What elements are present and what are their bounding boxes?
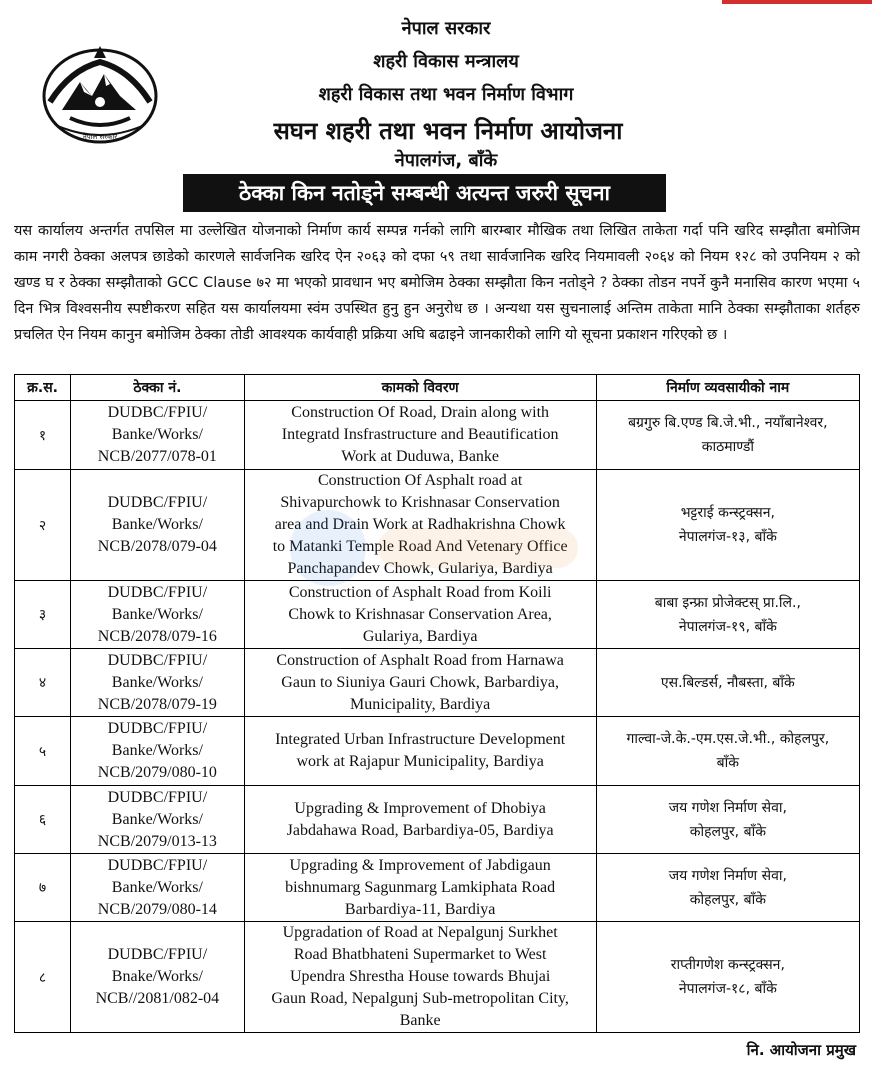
signature-line: नि. आयोजना प्रमुख	[746, 1041, 856, 1059]
row-serial-number: १	[15, 401, 71, 470]
row-serial-number: ६	[15, 786, 71, 854]
table-row	[15, 922, 860, 1033]
row-contract-number-line: NCB/2078/079-19	[97, 695, 217, 713]
row-work-description-line: Construction of Asphalt Road from Harnawa	[276, 651, 564, 669]
row-work-description-line: Shivapurchowk to Krishnasar Conservation	[280, 494, 560, 511]
row-work-description-line: Panchapandev Chowk, Gulariya, Bardiya	[287, 560, 553, 577]
row-serial-number: ३	[15, 581, 71, 649]
row-work-description	[244, 581, 596, 649]
row-contract-number-line: Banke/Works/	[111, 878, 203, 896]
project-location: नेपालगंज, बाँके	[394, 150, 498, 171]
header-description: कामको विवरण	[244, 375, 596, 401]
row-contract-number-line: Banke/Works/	[111, 810, 203, 828]
row-serial-number: ७	[15, 854, 71, 922]
row-contract-number-line: NCB/2078/079-04	[97, 538, 217, 555]
row-work-description	[244, 922, 596, 1033]
row-work-description-line: Road Bhatbhateni Supermarket to West	[293, 946, 547, 963]
table-row	[15, 649, 860, 717]
government-title: नेपाल सरकार	[401, 18, 491, 39]
row-work-description-line: Construction Of Asphalt road at	[317, 472, 523, 489]
row-work-description-line: Chowk to Krishnasar Conservation Area,	[288, 605, 552, 623]
row-contractor-name-line: जय गणेश निर्माण सेवा,	[668, 867, 787, 884]
table-row	[15, 581, 860, 649]
row-work-description-line: bishnumarg Sagunmarg Lamkiphata Road	[285, 878, 556, 896]
row-work-description-line: Integrated Urban Infrastructure Development	[275, 731, 566, 748]
department-title: शहरी विकास तथा भवन निर्माण विभाग	[318, 84, 574, 105]
row-work-description-line: Gaun Road, Nepalgunj Sub-metropolitan City,	[271, 990, 569, 1007]
table-row	[15, 470, 860, 581]
row-work-description-line: Upgrading & Improvement of Jabdigaun	[289, 856, 551, 874]
row-contractor-name	[596, 470, 859, 581]
row-serial-number: ८	[15, 922, 71, 1033]
row-contract-number-line: Banke/Works/	[111, 426, 203, 443]
row-contract-number-line: NCB/2079/080-10	[97, 764, 217, 781]
row-contractor-name	[596, 717, 859, 786]
header-contract-no: ठेक्का नं.	[71, 375, 244, 401]
row-work-description	[244, 854, 596, 922]
row-contract-number-line: Banke/Works/	[111, 516, 203, 533]
row-work-description-line: Municipality, Bardiya	[350, 695, 491, 713]
row-contractor-name-line: कोहलपुर, बाँके	[689, 823, 766, 840]
row-work-description	[244, 786, 596, 854]
row-contract-number-line: DUDBC/FPIU/	[107, 856, 208, 874]
row-contract-number-line: NCB//2081/082-04	[95, 990, 220, 1007]
row-contract-number-line: DUDBC/FPIU/	[107, 494, 208, 511]
row-contractor-name-line: राप्तीगणेश कन्स्ट्रक्सन,	[670, 957, 785, 973]
row-contractor-name-line: गाल्वा-जे.के.-एम.एस.जे.भी., कोहलपुर,	[626, 731, 830, 747]
row-work-description-line: Gulariya, Bardiya	[362, 627, 478, 645]
row-work-description-line: to Matanki Temple Road And Vetenary Office	[272, 538, 568, 555]
row-contract-number-line: DUDBC/FPIU/	[107, 404, 208, 421]
row-contractor-name-line: कोहलपुर, बाँके	[689, 891, 766, 908]
row-work-description-line: Construction Of Road, Drain along with	[291, 404, 550, 421]
header-contractor: निर्माण व्यवसायीको नाम	[596, 375, 859, 401]
row-contract-number-line: Bnake/Works/	[111, 968, 203, 985]
row-serial-number: २	[15, 470, 71, 581]
row-contract-number-line: DUDBC/FPIU/	[107, 946, 208, 963]
row-contractor-name	[596, 786, 859, 854]
row-work-description-line: work at Rajapur Municipality, Bardiya	[296, 753, 544, 770]
row-work-description	[244, 401, 596, 470]
table-header-row	[15, 375, 860, 401]
contracts-table	[14, 374, 860, 1033]
row-contractor-name-line: नेपालगंज-१३, बाँके	[678, 529, 777, 545]
row-contractor-name	[596, 922, 859, 1033]
row-serial-number: ४	[15, 649, 71, 717]
table-row	[15, 401, 860, 470]
row-work-description-line: Gaun to Siuniya Gauri Chowk, Barbardiya,	[281, 673, 560, 691]
row-contractor-name	[596, 854, 859, 922]
row-work-description	[244, 470, 596, 581]
row-contract-number-line: NCB/2077/078-01	[97, 448, 217, 465]
row-contract-number-line: NCB/2079/080-14	[97, 900, 217, 918]
red-corner-strip	[722, 0, 872, 4]
row-contractor-name-line: बाबा इन्फ्रा प्रोजेक्टस् प्रा.लि.,	[654, 594, 801, 611]
row-contract-number	[71, 470, 244, 581]
row-contract-number-line: Banke/Works/	[111, 673, 203, 691]
row-contractor-name-line: भट्टराई कन्स्ट्रक्सन,	[680, 505, 775, 521]
row-contractor-name-line: बाँके	[716, 755, 740, 771]
table-row	[15, 786, 860, 854]
ministry-title: शहरी विकास मन्त्रालय	[373, 51, 519, 72]
row-contract-number	[71, 401, 244, 470]
row-contractor-name	[596, 649, 859, 717]
row-work-description-line: Construction of Asphalt Road from Koili	[288, 583, 552, 601]
row-contractor-name-line: काठमाण्डौं	[701, 439, 754, 455]
row-contract-number	[71, 854, 244, 922]
row-contract-number	[71, 581, 244, 649]
emblem-text: नेपाल सरकार	[82, 133, 118, 141]
row-work-description-line: Upgrading & Improvement of Dhobiya	[294, 799, 546, 817]
row-contract-number	[71, 649, 244, 717]
row-work-description-line: Jabdahawa Road, Barbardiya-05, Bardiya	[286, 821, 554, 839]
row-contract-number-line: Banke/Works/	[111, 605, 203, 623]
row-work-description-line: Work at Duduwa, Banke	[341, 448, 500, 465]
row-contract-number	[71, 922, 244, 1033]
row-contract-number	[71, 717, 244, 786]
notice-body: यस कार्यालय अन्तर्गत तपसिल मा उल्लेखित योजनाको निर्माण कार्य सम्पन्न गर्नको लागि बारम्बार मौखिक तथा लिखित ताकेता गर्दा पनि खरिद सम्झौता बमोजिम काम नगरी ठेक्का अलपत्र छाडेको कारणले सार्वजनिक खरिद ऐन २०६३ को दफा ५९ तथा सार्वजानिक खरिद नियमावली २०६४ को नियम १२८ को उपनियम २ को खण्ड घ र ठेक्का सम्झौताको GCC Clause ७२ मा भएको प्रावधान भए बमोजिम ठेक्का सम्झौता किन नतोड्ने ? ठेक्का तोडन नपर्ने कुनै मनासिव कारण भएमा ५ दिन भित्र विश्वसनीय स्पष्टीकरण सहित यस कार्यालयमा स्वंम उपस्थित हुनु हुन अनुरोध छ । अन्यथा यस सुचनालाई अन्तिम ताकेता मानि ठेक्का सम्झौताका शर्तहरु प्रचलित ऐन नियम कानुन बमोजिम ठेक्का तोडी आवश्यक कार्यवाही प्रक्रिया अघि बढाइने जानकारीको लागि यो सूचना प्रकाशन गरिएको छ ।	[14, 223, 860, 343]
row-work-description-line: Banke	[399, 1012, 441, 1029]
row-contractor-name-line: नेपालगंज-१८, बाँके	[678, 981, 777, 997]
row-work-description-line: area and Drain Work at Radhakrishna Chowk	[274, 516, 566, 533]
row-work-description-line: Upgradation of Road at Nepalgunj Surkhet	[282, 924, 558, 941]
row-contractor-name-line: बग्रगुरु बि.एण्ड बि.जे.भी., नयाँबानेश्वर,	[628, 415, 828, 431]
table-row	[15, 717, 860, 786]
row-contract-number-line: Banke/Works/	[111, 742, 203, 759]
row-work-description	[244, 717, 596, 786]
row-work-description-line: Integratd Insfrastructure and Beautification	[281, 426, 559, 443]
notice-banner: ठेक्का किन नतोड्ने सम्बन्धी अत्यन्त जरुरी सूचना	[183, 174, 666, 212]
row-contract-number-line: DUDBC/FPIU/	[107, 651, 208, 669]
row-contractor-name	[596, 401, 859, 470]
project-title: सघन शहरी तथा भवन निर्माण आयोजना	[273, 117, 623, 145]
row-contractor-name-line: एस.बिल्डर्स, नौबस्ता, बाँके	[660, 674, 795, 691]
row-work-description	[244, 649, 596, 717]
row-contract-number	[71, 786, 244, 854]
row-serial-number: ५	[15, 717, 71, 786]
row-contractor-name-line: जय गणेश निर्माण सेवा,	[668, 799, 787, 816]
row-contract-number-line: DUDBC/FPIU/	[107, 583, 208, 601]
row-contract-number-line: DUDBC/FPIU/	[107, 720, 208, 737]
row-work-description-line: Barbardiya-11, Bardiya	[344, 900, 496, 918]
row-work-description-line: Upendra Shrestha House towards Bhujai	[289, 968, 551, 985]
row-contractor-name-line: नेपालगंज-१९, बाँके	[678, 618, 777, 635]
header-sn: क्र.स.	[15, 375, 71, 401]
row-contract-number-line: NCB/2079/013-13	[97, 832, 217, 850]
row-contractor-name	[596, 581, 859, 649]
table-row	[15, 854, 860, 922]
row-contract-number-line: NCB/2078/079-16	[97, 627, 217, 645]
row-contract-number-line: DUDBC/FPIU/	[107, 788, 208, 806]
